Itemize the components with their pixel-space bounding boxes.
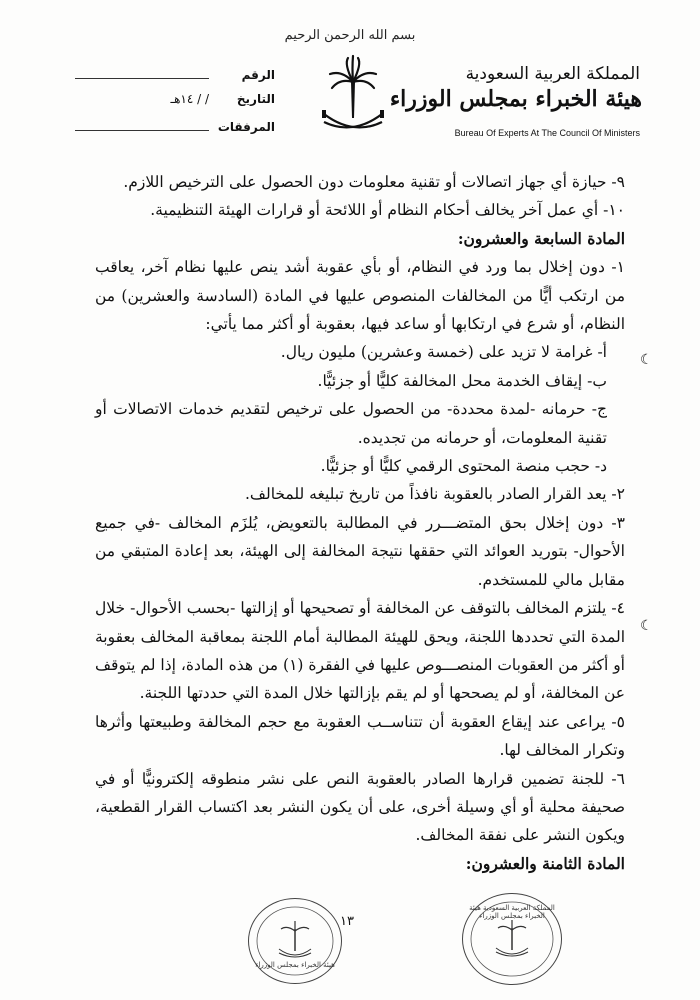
bureau-arabic-logo: هيئة الخبراء بمجلس الوزراء (389, 86, 642, 112)
number-line (75, 66, 209, 79)
meta-number-row (75, 66, 275, 92)
date-value: / / ١٤هـ (170, 92, 209, 106)
article-27-para-4: ٤- يلتزم المخالف بالتوقف عن المخالفة أو تصحيحها أو إزالتها -بحسب الأحوال- خلال المدة التي تحددها اللجنة، ويحق للهيئة المطالبة أمام اللجنة بمعاقبة المخالف بعقوبة أو أكثر من العقوبات المنصـــوص عليها في الفقرة (١) من هذه المادة، إذا لم يتوقف عن المخالفة، أو لم يصححها أو لم يقم بإزالتها خلال المدة التي حددتها اللجنة. (95, 599, 625, 703)
attachments-label: المرفقات (217, 120, 275, 134)
page-number: ١٣ (340, 914, 354, 929)
crescent-mark-icon: ☾ (640, 618, 653, 634)
article-27-heading: المادة السابعة والعشرون: (457, 228, 625, 248)
item-10: ١٠- أي عمل آخر يخالف أحكام النظام أو اللائحة أو قرارات الهيئة التنظيمية. (150, 201, 625, 220)
article-27-para-3: ٣- دون إخلال بحق المتضـــرر في المطالبة بالتعويض، يُلزَم المخالف -في جميع الأحوال- بتوريد العوائد التي حققها نتيجة المخالفة إلى الهيئة، بعد إعادة المتبقي من مقابل مالي للمستخدم. (95, 513, 625, 589)
stamp-right-text: المملكة العربية السعودية هيئة الخبراء بمجلس الوزراء (469, 904, 555, 920)
article-27-para-6: ٦- للجنة تضمين قرارها الصادر بالعقوبة النص على نشر منطوقه إلكترونيًّا أو في صحيفة محلية أو أي وسيلة أخرى، على أن يكون النشر بعد اكتساب القرار القطعية، ويكون النشر على نفقة المخالف. (95, 769, 625, 845)
article-27-para-5: ٥- يراعى عند إيقاع العقوبة أن تتناســب العقوبة مع حجم المخالفة وطبيعتها وأثرها وتكرار المخالف لها. (95, 712, 625, 760)
kingdom-title: المملكة العربية السعودية (465, 64, 640, 84)
official-stamp-left (248, 898, 342, 984)
crescent-mark-icon: ☾ (640, 352, 653, 368)
article-28-heading: المادة الثامنة والعشرون: (465, 853, 625, 873)
article-27-para-1b: ب- إيقاف الخدمة محل المخالفة كليًّا أو جزئيًّا. (317, 371, 607, 390)
meta-date-row (75, 92, 275, 118)
letter-meta (75, 66, 275, 144)
palm-swords-emblem-icon (318, 52, 388, 142)
article-27-para-1d: د- حجب منصة المحتوى الرقمي كليًّا أو جزئيًّا. (320, 457, 607, 476)
number-label: الرقم (241, 68, 275, 82)
bureau-english-name: Bureau Of Experts At The Council Of Ministers (454, 128, 640, 138)
date-label: التاريخ (236, 92, 275, 106)
meta-attachments-row (75, 118, 275, 144)
article-27-para-1: ١- دون إخلال بما ورد في النظام، أو بأي عقوبة أشد ينص عليها نظام آخر، يعاقب من ارتكب أيًّا من المخالفات المنصوص عليها في المادة (السادسة والعشرين) من النظام، أو شرع في ارتكابها أو ساعد فيها، بعقوبة أو أكثر مما يأتي: (95, 258, 625, 334)
attachments-line (75, 118, 209, 131)
stamp-left-text: هيئة الخبراء بمجلس الوزراء (255, 961, 335, 969)
item-9: ٩- حيازة أي جهاز اتصالات أو تقنية معلومات دون الحصول على الترخيص اللازم. (123, 173, 625, 191)
article-27-para-1a: أ- غرامة لا تزيد على (خمسة وعشرين) مليون ريال. (280, 343, 607, 362)
stamp-emblem-icon (249, 899, 341, 983)
article-27-para-1c: ج- حرمانه -لمدة محددة- من الحصول على ترخيص لتقديم خدمات الاتصالات أو تقنية المعلومات، أو حرمانه من تجديده. (95, 400, 607, 447)
basmala: بسم الله الرحمن الرحيم (284, 28, 416, 43)
article-27-para-2: ٢- يعد القرار الصادر بالعقوبة نافذاً من تاريخ تبليغه للمخالف. (245, 485, 625, 504)
document-body (95, 168, 625, 878)
official-stamp-right (462, 893, 562, 985)
